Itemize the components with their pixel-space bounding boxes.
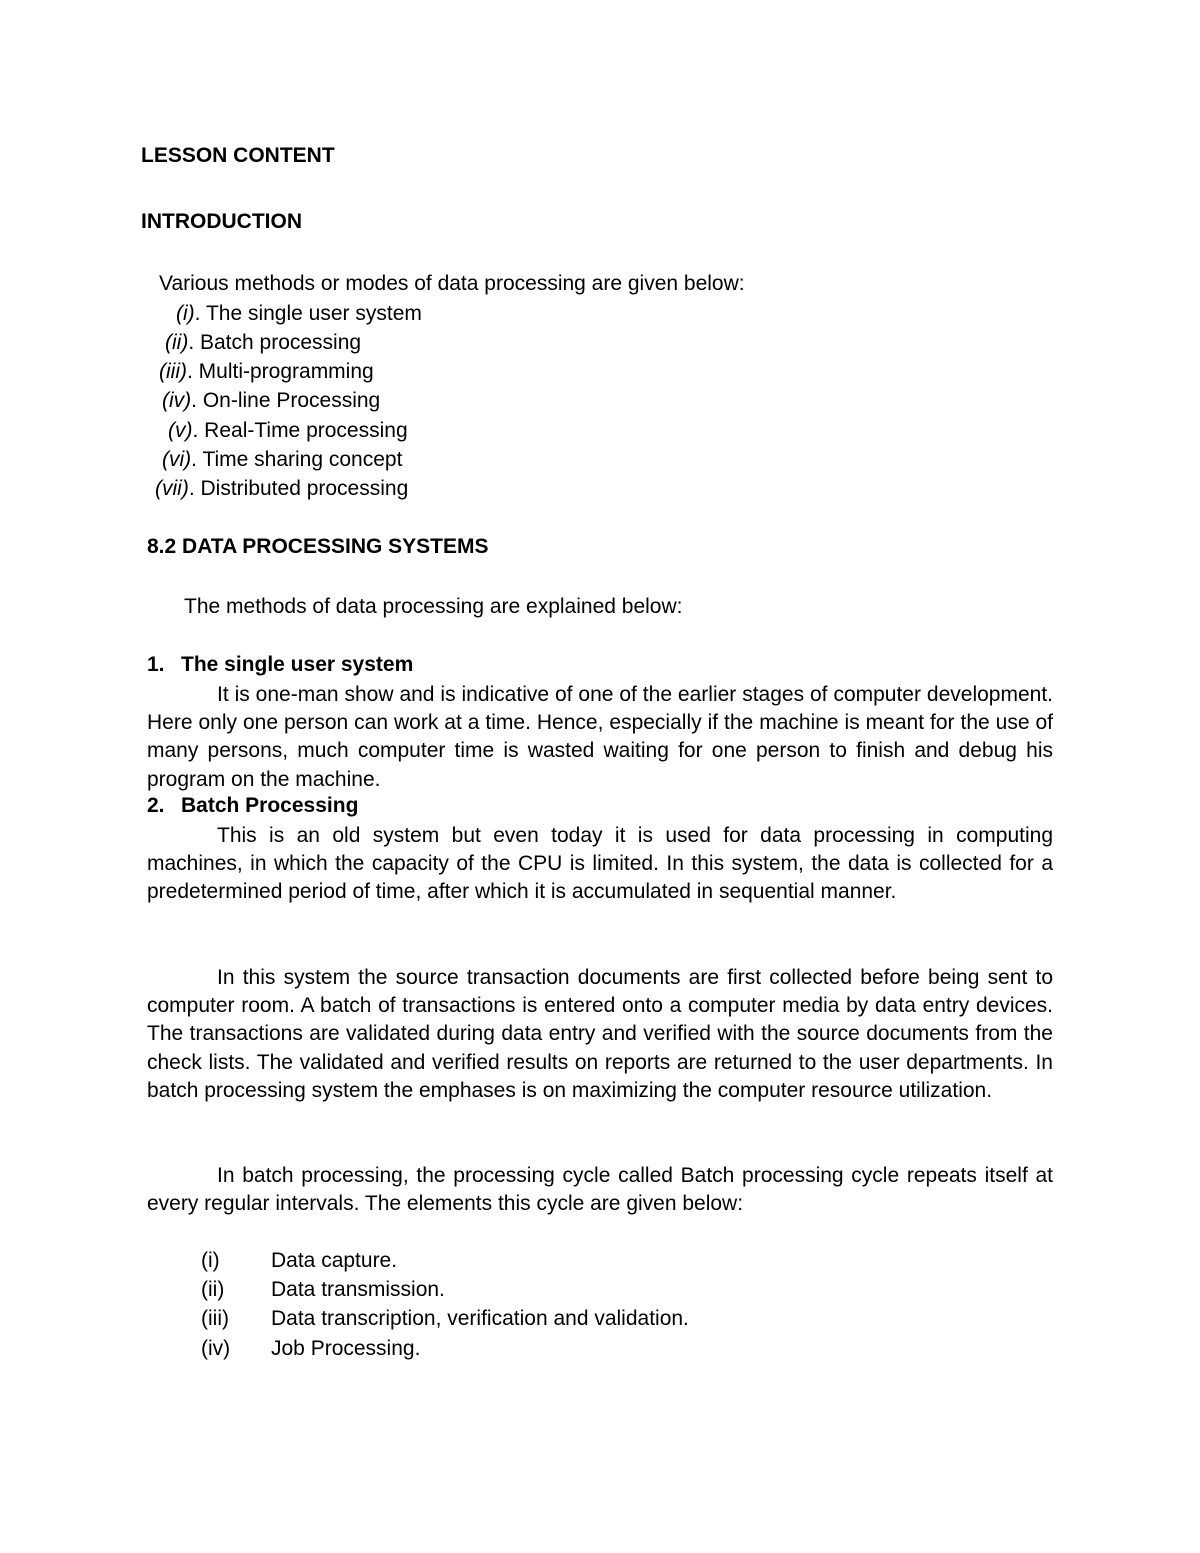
subsection-heading — [147, 794, 358, 818]
intro-list-item — [165, 331, 361, 355]
intro-list-text: . Multi-programming — [186, 360, 374, 383]
intro-list-item — [176, 302, 422, 326]
intro-list-number: (iii) — [159, 360, 187, 383]
cycle-list-item — [201, 1307, 689, 1331]
intro-list-text: . Time sharing concept — [191, 448, 403, 471]
intro-list-number: (v) — [168, 419, 193, 442]
intro-list-item — [159, 360, 374, 384]
subsection-heading — [147, 653, 413, 677]
intro-list-number: (i) — [176, 302, 195, 325]
intro-lead-text: Various methods or modes of data processing are given below: — [159, 272, 745, 295]
intro-list-text: . On-line Processing — [191, 389, 381, 412]
cycle-list-item — [201, 1337, 420, 1361]
intro-list-item — [162, 389, 380, 413]
intro-list-number: (iv) — [162, 389, 192, 412]
section-lead-text: The methods of data processing are explained below: — [184, 595, 683, 618]
intro-list-item — [168, 419, 408, 443]
cycle-list-number: (iv) — [201, 1337, 231, 1360]
body-paragraph: It is one-man show and is indicative of one of the earlier stages of computer development. Here only one person can work at a time. Hence, especially if the machine is meant for the use of many persons, much computer time is wasted waiting for one person to finish and debug his program on the machine. — [147, 683, 1053, 791]
intro-list-item — [155, 477, 408, 501]
subsection-number: 2. — [147, 794, 165, 817]
intro-list-number: (vi) — [162, 448, 192, 471]
intro-list-text: . Batch processing — [188, 331, 362, 354]
intro-list-number: (ii) — [165, 331, 189, 354]
body-paragraph: This is an old system but even today it is used for data processing in computing machines, in which the capacity of the CPU is limited. In this system, the data is collected for a predetermined period of time, after which it is accumulated in sequential manner. — [147, 824, 1053, 904]
cycle-list-number: (ii) — [201, 1278, 225, 1301]
cycle-list-text: Data transcription, verification and validation. — [271, 1307, 689, 1330]
cycle-list-number: (i) — [201, 1249, 220, 1272]
introduction-heading: INTRODUCTION — [141, 210, 302, 233]
body-paragraph: In this system the source transaction documents are first collected before being sent to computer room. A batch of transactions is entered onto a computer media by data entry devices. The transactions are validated during data entry and verified with the source documents from the check lists. The validated and verified results on reports are returned to the user departments. In batch processing system the emphases is on maximizing the computer resource utilization. — [147, 966, 1053, 1102]
section-heading: 8.2 DATA PROCESSING SYSTEMS — [147, 535, 489, 558]
cycle-list-number: (iii) — [201, 1307, 229, 1330]
intro-list-number: (vii) — [155, 477, 189, 500]
cycle-list-text: Job Processing. — [271, 1337, 421, 1360]
cycle-list-item — [201, 1249, 397, 1273]
lesson-content-heading: LESSON CONTENT — [141, 144, 335, 167]
body-paragraph: In batch processing, the processing cycle called Batch processing cycle repeats itself at every regular intervals. The elements this cycle are given below: — [147, 1164, 1053, 1216]
intro-list-text: . The single user system — [194, 302, 422, 325]
intro-list-text: . Real-Time processing — [192, 419, 408, 442]
subsection-title: The single user system — [181, 653, 414, 676]
intro-list-item — [162, 448, 402, 472]
subsection-title: Batch Processing — [181, 794, 359, 817]
subsection-number: 1. — [147, 653, 165, 676]
intro-list-text: . Distributed processing — [188, 477, 409, 500]
cycle-list-text: Data transmission. — [271, 1278, 445, 1301]
cycle-list-item — [201, 1278, 445, 1302]
cycle-list-text: Data capture. — [271, 1249, 398, 1272]
